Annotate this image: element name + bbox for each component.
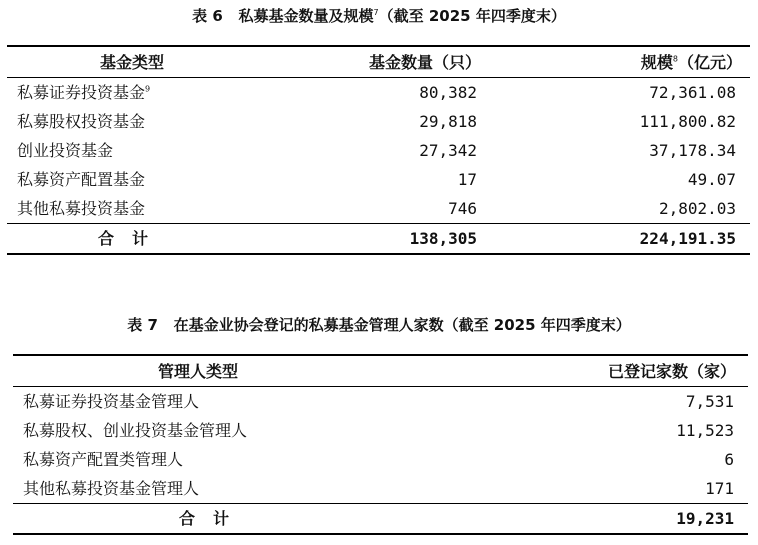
table6-row-count: 746 [448, 199, 477, 218]
table6-header-scale-label: 规模 [640, 52, 673, 72]
table6-header-scale-unit: （亿元） [677, 52, 742, 72]
table7-caption [0, 315, 758, 335]
table6-caption-suffix: （截至 2025 年四季度末） [378, 7, 566, 25]
table6 [7, 45, 750, 255]
fund-type-label: 私募证券投资基金 [17, 83, 146, 102]
table7-row-type: 私募资产配置类管理人 [23, 450, 184, 469]
table6-row-scale: 111,800.82 [639, 112, 736, 131]
table6-row-count: 17 [457, 170, 477, 189]
table7-header-count: 已登记家数（家） [413, 355, 748, 387]
table-row [13, 445, 748, 474]
table7-row-type: 私募股权、创业投资基金管理人 [23, 421, 248, 440]
table6-row-scale: 2,802.03 [658, 199, 736, 218]
table-row [7, 165, 750, 194]
table-row [7, 136, 750, 165]
table6-caption [0, 6, 758, 26]
table-row [13, 416, 748, 445]
table7-row-count: 7,531 [685, 392, 734, 411]
table6-header-count: 基金数量（只） [257, 46, 487, 78]
table-row [7, 107, 750, 136]
table6-total-count: 138,305 [257, 224, 487, 255]
table-row [7, 194, 750, 224]
table6-caption-title: 私募基金数量及规模 [238, 7, 374, 25]
table7 [13, 354, 748, 535]
table7-header-row [13, 355, 748, 387]
table-row [7, 78, 750, 108]
table7-header-type: 管理人类型 [13, 355, 413, 387]
table6-total-label: 合计 [7, 224, 257, 255]
table6-row-count: 80,382 [419, 83, 477, 102]
table6-row-scale: 49.07 [687, 170, 736, 189]
table6-caption-prefix: 表 6 [192, 7, 223, 25]
table6-row-type: 创业投资基金 [17, 141, 114, 160]
table6-header-row [7, 46, 750, 78]
fund-type-note: 9 [145, 84, 151, 94]
table7-row-type: 其他私募投资基金管理人 [23, 479, 200, 498]
table6-row-count: 27,342 [419, 141, 477, 160]
table6-row-count: 29,818 [419, 112, 477, 131]
table6-total-row [7, 224, 750, 255]
table7-caption-prefix: 表 7 [127, 316, 158, 334]
table6-row-type [7, 78, 257, 108]
table6-row-scale: 37,178.34 [649, 141, 736, 160]
table-row [13, 387, 748, 417]
table7-row-count: 11,523 [676, 421, 734, 440]
table7-row-count: 171 [705, 479, 734, 498]
table6-total-scale: 224,191.35 [487, 224, 750, 255]
table-row [13, 474, 748, 504]
table6-header-scale-note: 8 [672, 54, 678, 64]
table7-total-row [13, 504, 748, 535]
table7-row-count: 6 [724, 450, 734, 469]
table6-row-scale: 72,361.08 [649, 83, 736, 102]
table6-caption-note: 7 [373, 8, 379, 17]
table7-caption-title: 在基金业协会登记的私募基金管理人家数（截至 2025 年四季度末） [173, 316, 631, 334]
table7-total-label: 合计 [13, 504, 413, 535]
table6-row-type: 私募资产配置基金 [17, 170, 146, 189]
table6-row-type: 私募股权投资基金 [17, 112, 146, 131]
table6-header-scale [487, 46, 750, 78]
table7-row-type: 私募证券投资基金管理人 [23, 392, 200, 411]
table7-total-count: 19,231 [413, 504, 748, 535]
table6-header-type: 基金类型 [7, 46, 257, 78]
table6-row-type: 其他私募投资基金 [17, 199, 146, 218]
